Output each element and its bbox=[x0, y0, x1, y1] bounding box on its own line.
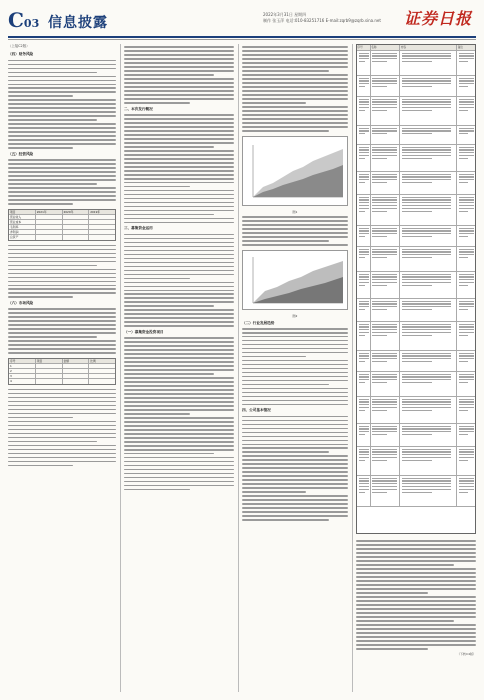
table-row bbox=[357, 195, 475, 226]
table-cell bbox=[400, 247, 457, 271]
table-row bbox=[357, 172, 475, 195]
paper-logo: 证券日报 bbox=[403, 9, 472, 28]
project-table bbox=[8, 358, 116, 385]
section-heading: 四、公司基本情况 bbox=[242, 408, 271, 413]
table-cell bbox=[400, 322, 457, 350]
table-cell bbox=[357, 476, 371, 506]
table-cell bbox=[457, 97, 475, 125]
table-cell bbox=[371, 351, 401, 371]
table-cell bbox=[457, 447, 475, 475]
column-divider bbox=[238, 44, 239, 692]
table-cell bbox=[400, 397, 457, 423]
area-chart-graphic bbox=[243, 137, 347, 205]
table-cell bbox=[400, 126, 457, 144]
table-cell bbox=[371, 97, 401, 125]
table-cell bbox=[457, 145, 475, 171]
text-lines bbox=[8, 245, 116, 298]
table-cell bbox=[371, 299, 401, 321]
table-row bbox=[357, 51, 475, 76]
data-table-large bbox=[356, 44, 476, 534]
text-lines bbox=[8, 159, 116, 204]
table-row bbox=[357, 476, 475, 507]
table-cell bbox=[457, 372, 475, 396]
table-cell bbox=[371, 195, 401, 225]
table-cell bbox=[457, 424, 475, 446]
table-cell bbox=[371, 272, 401, 298]
table-cell bbox=[357, 76, 371, 96]
continued-note: （下转C4版） bbox=[456, 651, 476, 656]
table-cell bbox=[357, 372, 371, 396]
section-heading: 三、募集资金运用 bbox=[124, 226, 153, 231]
table-row: 1 bbox=[9, 364, 115, 369]
table-header-cell: 备注 bbox=[457, 45, 463, 49]
table-cell bbox=[371, 372, 401, 396]
header-date: 2022年3月31日 星期四 bbox=[263, 12, 307, 17]
table-cell bbox=[357, 126, 371, 144]
table-row bbox=[357, 424, 475, 447]
table-header-cell: 2019年 bbox=[89, 210, 115, 214]
text-lines bbox=[242, 46, 348, 131]
table-cell bbox=[357, 351, 371, 371]
financial-table bbox=[8, 209, 116, 241]
text-lines bbox=[124, 114, 234, 223]
table-cell bbox=[400, 97, 457, 125]
table-cell bbox=[357, 272, 371, 298]
table-cell bbox=[457, 476, 475, 506]
text-lines bbox=[124, 337, 234, 490]
text-lines bbox=[8, 308, 116, 353]
table-row bbox=[357, 97, 475, 126]
section-heading: （一）募集资金投资项目 bbox=[124, 329, 164, 334]
column-3 bbox=[242, 44, 348, 523]
table-cell bbox=[371, 145, 401, 171]
figure-caption: 图2 bbox=[292, 313, 298, 318]
table-header-cell: 2021年 bbox=[36, 210, 63, 214]
figure-chart-2 bbox=[242, 250, 348, 310]
table-cell bbox=[457, 272, 475, 298]
table-header-cell: 名称 bbox=[371, 45, 401, 50]
column-divider bbox=[120, 44, 121, 692]
text-lines bbox=[8, 60, 116, 149]
header-rule-thin bbox=[8, 39, 476, 40]
text-lines bbox=[8, 389, 116, 466]
text-lines bbox=[124, 46, 234, 103]
table-cell bbox=[400, 351, 457, 371]
table-cell bbox=[357, 447, 371, 475]
table-cell bbox=[400, 51, 457, 75]
table-cell bbox=[400, 145, 457, 171]
table-cell bbox=[400, 372, 457, 396]
table-row bbox=[357, 322, 475, 351]
text-lines bbox=[242, 328, 348, 405]
table-cell bbox=[457, 322, 475, 350]
table-cell bbox=[457, 351, 475, 371]
header-editor: 制作 张玉萍 电话:010-83251716 E-mail:zqrb9@zqrb.sina.net bbox=[263, 18, 381, 23]
table-cell bbox=[357, 322, 371, 350]
table-row bbox=[357, 226, 475, 247]
table-row: 2 bbox=[9, 369, 115, 374]
table-cell bbox=[371, 476, 401, 506]
table-cell bbox=[371, 51, 401, 75]
table-row bbox=[357, 299, 475, 322]
text-lines bbox=[356, 540, 476, 649]
table-header-cell: 金额 bbox=[63, 359, 90, 363]
table-cell bbox=[357, 195, 371, 225]
table-cell bbox=[400, 476, 457, 506]
table-cell bbox=[457, 51, 475, 75]
table-header-cell: 项目 bbox=[36, 359, 63, 363]
section-heading: 二、本次发行概况 bbox=[124, 106, 153, 111]
table-cell bbox=[457, 195, 475, 225]
table-cell bbox=[400, 172, 457, 194]
table-header-cell: 2020年 bbox=[63, 210, 90, 214]
intro-text: （上接C2版） bbox=[8, 44, 30, 48]
section-title: 信息披露 bbox=[48, 15, 108, 31]
table-row: 营业收入 bbox=[9, 215, 115, 220]
table-cell bbox=[357, 247, 371, 271]
table-cell bbox=[357, 424, 371, 446]
table-cell bbox=[371, 172, 401, 194]
table-cell bbox=[400, 447, 457, 475]
table-cell bbox=[457, 397, 475, 423]
text-lines bbox=[242, 216, 348, 245]
table-row: 4 bbox=[9, 379, 115, 384]
table-cell bbox=[357, 397, 371, 423]
table-row bbox=[357, 145, 475, 172]
table-cell bbox=[400, 76, 457, 96]
header-meta bbox=[263, 12, 423, 24]
table-cell bbox=[457, 299, 475, 321]
text-lines bbox=[124, 234, 234, 327]
table-body bbox=[357, 51, 475, 507]
table-cell bbox=[357, 172, 371, 194]
table-row bbox=[357, 272, 475, 299]
table-row: 毛利率 bbox=[9, 225, 115, 230]
table-cell bbox=[371, 447, 401, 475]
page-header bbox=[8, 6, 476, 42]
table-cell bbox=[371, 126, 401, 144]
section-heading: （四）财务风险 bbox=[8, 52, 34, 57]
text-lines bbox=[242, 416, 348, 521]
table-cell bbox=[457, 126, 475, 144]
column-2 bbox=[124, 44, 234, 493]
figure-chart-1 bbox=[242, 136, 348, 206]
table-cell bbox=[357, 226, 371, 246]
table-cell bbox=[457, 247, 475, 271]
table-cell bbox=[357, 145, 371, 171]
table-row bbox=[357, 447, 475, 476]
table-row bbox=[357, 372, 475, 397]
table-cell bbox=[457, 172, 475, 194]
table-cell bbox=[400, 299, 457, 321]
header-rule bbox=[8, 36, 476, 38]
table-cell bbox=[371, 226, 401, 246]
column-divider bbox=[352, 44, 353, 692]
table-cell bbox=[371, 247, 401, 271]
column-4-text bbox=[356, 538, 476, 656]
table-header-cell: 序号 bbox=[357, 45, 371, 50]
table-cell bbox=[371, 322, 401, 350]
table-cell bbox=[400, 272, 457, 298]
table-row: 净利润 bbox=[9, 230, 115, 235]
table-cell bbox=[457, 226, 475, 246]
section-code: C03 bbox=[8, 8, 40, 32]
table-cell bbox=[357, 51, 371, 75]
table-row bbox=[357, 247, 475, 272]
table-cell bbox=[400, 195, 457, 225]
area-chart-graphic bbox=[243, 251, 347, 309]
table-row: 总资产 bbox=[9, 235, 115, 240]
table-header-cell: 序号 bbox=[9, 359, 36, 363]
section-heading: （六）市场风险 bbox=[8, 301, 34, 306]
column-1 bbox=[8, 44, 116, 469]
table-header-cell: 比例 bbox=[89, 359, 115, 363]
section-heading: （五）经营风险 bbox=[8, 151, 34, 156]
table-row bbox=[357, 126, 475, 145]
section-heading: （二）行业发展趋势 bbox=[242, 320, 275, 325]
table-row: 3 bbox=[9, 374, 115, 379]
table-cell bbox=[371, 76, 401, 96]
table-cell bbox=[400, 424, 457, 446]
table-row bbox=[357, 397, 475, 424]
table-header-cell: 项目 bbox=[9, 210, 36, 214]
table-cell bbox=[371, 397, 401, 423]
table-cell bbox=[357, 97, 371, 125]
table-row bbox=[357, 351, 475, 372]
table-cell bbox=[357, 299, 371, 321]
table-row bbox=[357, 76, 475, 97]
table-cell bbox=[400, 226, 457, 246]
figure-caption: 图1 bbox=[292, 209, 298, 214]
table-cell bbox=[371, 424, 401, 446]
table-header-cell: 内容 bbox=[400, 45, 457, 50]
table-cell bbox=[457, 76, 475, 96]
table-row: 营业成本 bbox=[9, 220, 115, 225]
